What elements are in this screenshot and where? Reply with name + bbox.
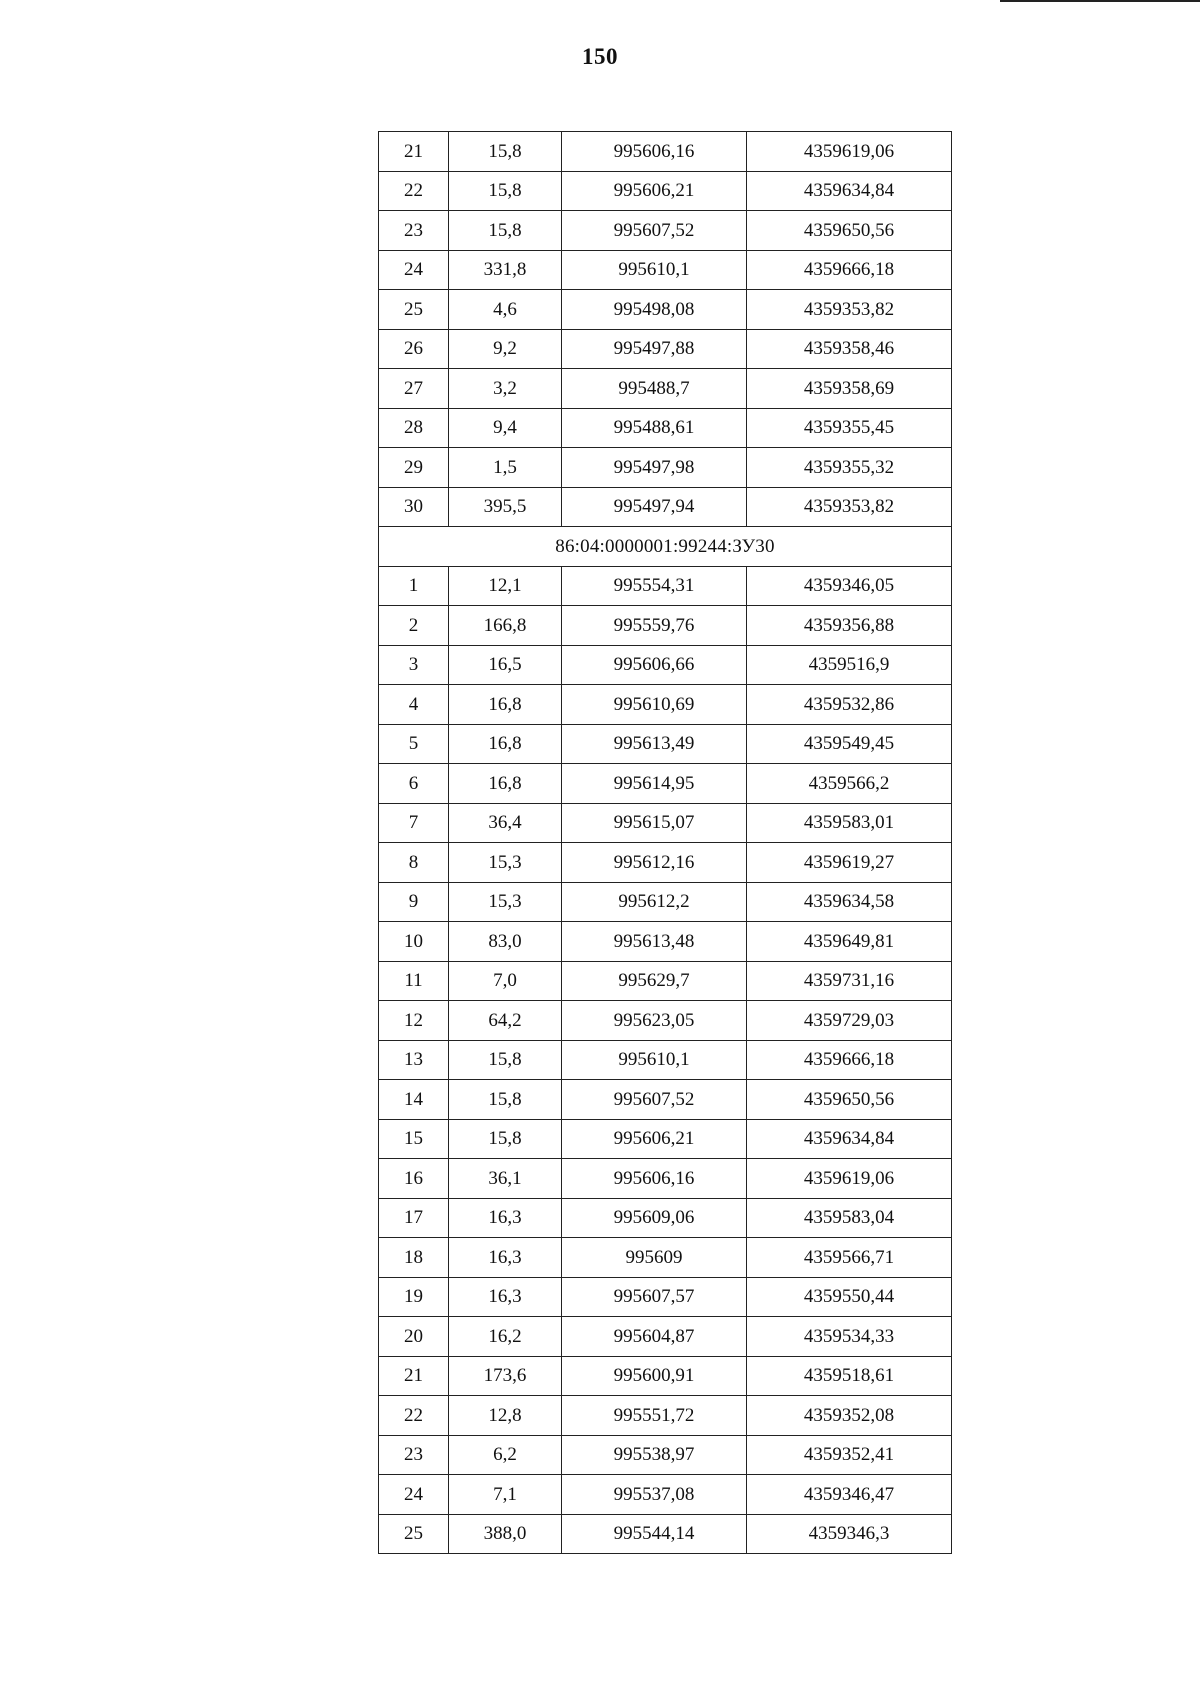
point-number-cell: 13: [379, 1040, 449, 1080]
table-row: [379, 132, 952, 172]
x-coordinate-cell: 995604,87: [562, 1317, 747, 1357]
length-cell: 15,8: [449, 1080, 562, 1120]
table-row: [379, 290, 952, 330]
table-row: [379, 408, 952, 448]
y-coordinate-cell: 4359649,81: [747, 922, 952, 962]
x-coordinate-cell: 995607,52: [562, 211, 747, 251]
length-cell: 16,8: [449, 724, 562, 764]
x-coordinate-cell: 995497,98: [562, 448, 747, 488]
x-coordinate-cell: 995609,06: [562, 1198, 747, 1238]
length-cell: 331,8: [449, 250, 562, 290]
point-number-cell: 25: [379, 290, 449, 330]
y-coordinate-cell: 4359634,84: [747, 1119, 952, 1159]
length-cell: 395,5: [449, 487, 562, 527]
table-row: [379, 1396, 952, 1436]
length-cell: 16,5: [449, 645, 562, 685]
y-coordinate-cell: 4359516,9: [747, 645, 952, 685]
y-coordinate-cell: 4359619,27: [747, 843, 952, 883]
table-row: [379, 1238, 952, 1278]
point-number-cell: 1: [379, 566, 449, 606]
table-row: [379, 369, 952, 409]
length-cell: 16,3: [449, 1198, 562, 1238]
table-row: [379, 685, 952, 725]
point-number-cell: 7: [379, 803, 449, 843]
point-number-cell: 21: [379, 1356, 449, 1396]
point-number-cell: 10: [379, 922, 449, 962]
y-coordinate-cell: 4359353,82: [747, 487, 952, 527]
length-cell: 9,4: [449, 408, 562, 448]
table-row: [379, 1198, 952, 1238]
table-row: [379, 843, 952, 883]
y-coordinate-cell: 4359346,3: [747, 1514, 952, 1554]
point-number-cell: 23: [379, 211, 449, 251]
y-coordinate-cell: 4359346,47: [747, 1475, 952, 1515]
point-number-cell: 11: [379, 961, 449, 1001]
length-cell: 16,2: [449, 1317, 562, 1357]
table-row: [379, 764, 952, 804]
y-coordinate-cell: 4359353,82: [747, 290, 952, 330]
length-cell: 15,8: [449, 171, 562, 211]
length-cell: 1,5: [449, 448, 562, 488]
y-coordinate-cell: 4359583,01: [747, 803, 952, 843]
length-cell: 15,3: [449, 843, 562, 883]
point-number-cell: 24: [379, 1475, 449, 1515]
table-row: [379, 211, 952, 251]
y-coordinate-cell: 4359352,41: [747, 1435, 952, 1475]
y-coordinate-cell: 4359356,88: [747, 606, 952, 646]
table-row: [379, 1001, 952, 1041]
table-row: [379, 1277, 952, 1317]
x-coordinate-cell: 995610,69: [562, 685, 747, 725]
x-coordinate-cell: 995537,08: [562, 1475, 747, 1515]
x-coordinate-cell: 995612,16: [562, 843, 747, 883]
length-cell: 83,0: [449, 922, 562, 962]
point-number-cell: 23: [379, 1435, 449, 1475]
point-number-cell: 19: [379, 1277, 449, 1317]
point-number-cell: 21: [379, 132, 449, 172]
y-coordinate-cell: 4359650,56: [747, 211, 952, 251]
point-number-cell: 28: [379, 408, 449, 448]
point-number-cell: 20: [379, 1317, 449, 1357]
length-cell: 16,8: [449, 685, 562, 725]
y-coordinate-cell: 4359346,05: [747, 566, 952, 606]
y-coordinate-cell: 4359729,03: [747, 1001, 952, 1041]
length-cell: 4,6: [449, 290, 562, 330]
length-cell: 388,0: [449, 1514, 562, 1554]
point-number-cell: 3: [379, 645, 449, 685]
x-coordinate-cell: 995559,76: [562, 606, 747, 646]
point-number-cell: 15: [379, 1119, 449, 1159]
y-coordinate-cell: 4359634,58: [747, 882, 952, 922]
top-edge-rule: [1000, 0, 1200, 2]
y-coordinate-cell: 4359358,46: [747, 329, 952, 369]
y-coordinate-cell: 4359550,44: [747, 1277, 952, 1317]
point-number-cell: 8: [379, 843, 449, 883]
table-row: [379, 645, 952, 685]
point-number-cell: 16: [379, 1159, 449, 1199]
y-coordinate-cell: 4359619,06: [747, 132, 952, 172]
table-row: [379, 1080, 952, 1120]
x-coordinate-cell: 995538,97: [562, 1435, 747, 1475]
x-coordinate-cell: 995488,61: [562, 408, 747, 448]
point-number-cell: 24: [379, 250, 449, 290]
table-row: [379, 1475, 952, 1515]
table-row: [379, 922, 952, 962]
x-coordinate-cell: 995614,95: [562, 764, 747, 804]
length-cell: 173,6: [449, 1356, 562, 1396]
length-cell: 64,2: [449, 1001, 562, 1041]
table-row: [379, 961, 952, 1001]
table-row: [379, 566, 952, 606]
point-number-cell: 22: [379, 1396, 449, 1436]
y-coordinate-cell: 4359534,33: [747, 1317, 952, 1357]
y-coordinate-cell: 4359650,56: [747, 1080, 952, 1120]
y-coordinate-cell: 4359358,69: [747, 369, 952, 409]
length-cell: 36,1: [449, 1159, 562, 1199]
page-number: 150: [582, 44, 618, 69]
table-row: [379, 882, 952, 922]
x-coordinate-cell: 995544,14: [562, 1514, 747, 1554]
table-row: [379, 1119, 952, 1159]
table-row: [379, 1356, 952, 1396]
x-coordinate-cell: 995488,7: [562, 369, 747, 409]
length-cell: 12,8: [449, 1396, 562, 1436]
x-coordinate-cell: 995497,88: [562, 329, 747, 369]
point-number-cell: 29: [379, 448, 449, 488]
table-row: [379, 724, 952, 764]
x-coordinate-cell: 995497,94: [562, 487, 747, 527]
table-row: [379, 1514, 952, 1554]
y-coordinate-cell: 4359619,06: [747, 1159, 952, 1199]
x-coordinate-cell: 995612,2: [562, 882, 747, 922]
length-cell: 36,4: [449, 803, 562, 843]
coordinates-table-body: [379, 132, 952, 1554]
x-coordinate-cell: 995613,49: [562, 724, 747, 764]
x-coordinate-cell: 995498,08: [562, 290, 747, 330]
x-coordinate-cell: 995607,57: [562, 1277, 747, 1317]
x-coordinate-cell: 995551,72: [562, 1396, 747, 1436]
table-row: [379, 1040, 952, 1080]
table-row: [379, 448, 952, 488]
length-cell: 7,1: [449, 1475, 562, 1515]
y-coordinate-cell: 4359583,04: [747, 1198, 952, 1238]
table-row: [379, 803, 952, 843]
table-row: [379, 487, 952, 527]
length-cell: 166,8: [449, 606, 562, 646]
x-coordinate-cell: 995606,16: [562, 132, 747, 172]
point-number-cell: 14: [379, 1080, 449, 1120]
y-coordinate-cell: 4359666,18: [747, 1040, 952, 1080]
length-cell: 7,0: [449, 961, 562, 1001]
table-row: [379, 329, 952, 369]
table-row: [379, 1317, 952, 1357]
length-cell: 16,3: [449, 1277, 562, 1317]
point-number-cell: 30: [379, 487, 449, 527]
point-number-cell: 18: [379, 1238, 449, 1278]
x-coordinate-cell: 995554,31: [562, 566, 747, 606]
x-coordinate-cell: 995600,91: [562, 1356, 747, 1396]
point-number-cell: 17: [379, 1198, 449, 1238]
length-cell: 3,2: [449, 369, 562, 409]
x-coordinate-cell: 995610,1: [562, 250, 747, 290]
section-header-row: [379, 527, 952, 567]
x-coordinate-cell: 995606,16: [562, 1159, 747, 1199]
x-coordinate-cell: 995606,21: [562, 171, 747, 211]
point-number-cell: 12: [379, 1001, 449, 1041]
point-number-cell: 5: [379, 724, 449, 764]
length-cell: 15,8: [449, 211, 562, 251]
x-coordinate-cell: 995613,48: [562, 922, 747, 962]
coordinates-table: [378, 131, 952, 1554]
y-coordinate-cell: 4359731,16: [747, 961, 952, 1001]
table-row: [379, 250, 952, 290]
point-number-cell: 9: [379, 882, 449, 922]
length-cell: 12,1: [449, 566, 562, 606]
y-coordinate-cell: 4359634,84: [747, 171, 952, 211]
y-coordinate-cell: 4359549,45: [747, 724, 952, 764]
y-coordinate-cell: 4359355,45: [747, 408, 952, 448]
point-number-cell: 6: [379, 764, 449, 804]
x-coordinate-cell: 995606,66: [562, 645, 747, 685]
x-coordinate-cell: 995607,52: [562, 1080, 747, 1120]
length-cell: 16,3: [449, 1238, 562, 1278]
point-number-cell: 4: [379, 685, 449, 725]
point-number-cell: 27: [379, 369, 449, 409]
length-cell: 9,2: [449, 329, 562, 369]
y-coordinate-cell: 4359518,61: [747, 1356, 952, 1396]
table-row: [379, 1159, 952, 1199]
point-number-cell: 26: [379, 329, 449, 369]
table-row: [379, 606, 952, 646]
length-cell: 16,8: [449, 764, 562, 804]
point-number-cell: 25: [379, 1514, 449, 1554]
y-coordinate-cell: 4359532,86: [747, 685, 952, 725]
x-coordinate-cell: 995623,05: [562, 1001, 747, 1041]
table-row: [379, 1435, 952, 1475]
x-coordinate-cell: 995615,07: [562, 803, 747, 843]
length-cell: 15,8: [449, 1119, 562, 1159]
length-cell: 15,8: [449, 1040, 562, 1080]
x-coordinate-cell: 995629,7: [562, 961, 747, 1001]
x-coordinate-cell: 995610,1: [562, 1040, 747, 1080]
x-coordinate-cell: 995606,21: [562, 1119, 747, 1159]
y-coordinate-cell: 4359566,2: [747, 764, 952, 804]
x-coordinate-cell: 995609: [562, 1238, 747, 1278]
y-coordinate-cell: 4359352,08: [747, 1396, 952, 1436]
y-coordinate-cell: 4359666,18: [747, 250, 952, 290]
length-cell: 15,3: [449, 882, 562, 922]
cadastral-number-title: 86:04:0000001:99244:ЗУ30: [379, 527, 952, 567]
point-number-cell: 2: [379, 606, 449, 646]
y-coordinate-cell: 4359566,71: [747, 1238, 952, 1278]
table-row: [379, 171, 952, 211]
y-coordinate-cell: 4359355,32: [747, 448, 952, 488]
length-cell: 6,2: [449, 1435, 562, 1475]
length-cell: 15,8: [449, 132, 562, 172]
point-number-cell: 22: [379, 171, 449, 211]
